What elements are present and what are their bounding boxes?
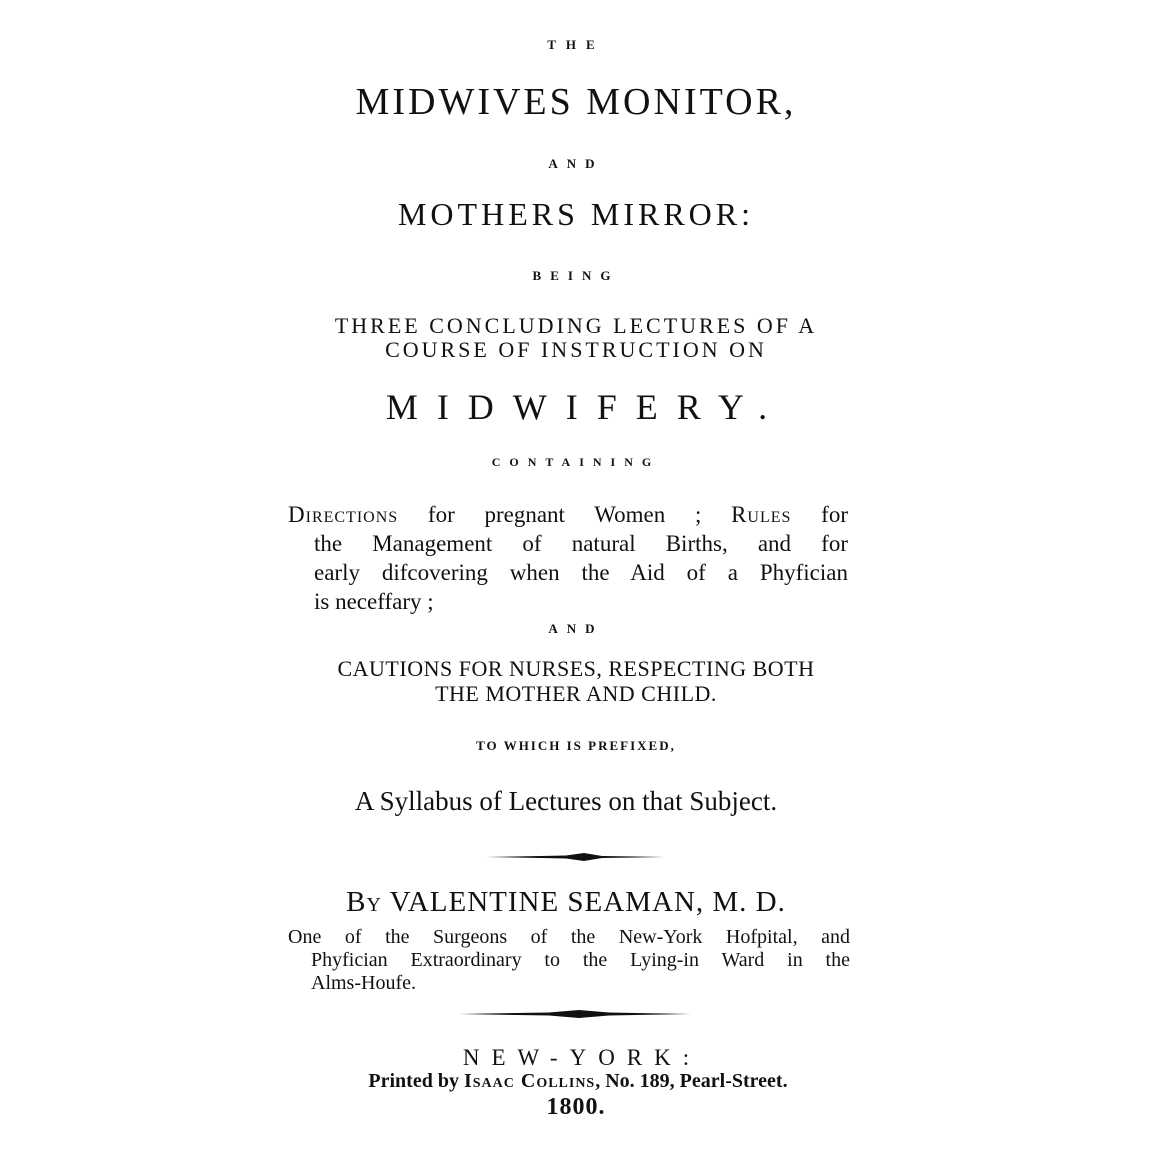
subtitle-line-2: COURSE OF INSTRUCTION ON [385,337,767,362]
contents-line-1: Directions for pregnant Women ; Rules for [288,502,848,527]
subject-title: MIDWIFERY. [385,387,787,427]
directions-term: Directions [288,502,399,527]
credentials-line-2: Phyfician Extraordinary to the Lying-in Ward in the [311,949,850,971]
prefixed-label: TO WHICH IS PREFIXED, [476,738,676,753]
contents-line-2: the Management of natural Births, and for [314,531,848,556]
title-line-2: MOTHERS MIRROR: [397,196,755,232]
imprint-printer-line: Printed by Isaac Collins, No. 189, Pearl-Street. [368,1070,788,1092]
contents-line-3: early difcovering when the Aid of a Phyfician [314,560,848,585]
imprint-year: 1800. [546,1094,606,1120]
contents-line-4: is neceffary ; [314,589,434,614]
syllabus-line: A Syllabus of Lectures on that Subject. [354,786,778,816]
the-label: THE [547,37,605,52]
credentials-line-1: One of the Surgeons of the New-York Hofpital, and [288,926,850,948]
title-line-1: MIDWIVES MONITOR, [355,81,797,123]
credentials-line-3: Alms-Houfe. [311,972,416,994]
containing-label: CONTAINING [491,455,661,469]
being-label: BEING [532,268,620,283]
author-line [0,886,1142,919]
author-name: VALENTINE SEAMAN, M. D. [381,886,786,918]
imprint-place: NEW-YORK: [462,1045,702,1070]
subtitle-line-1: THREE CONCLUDING LECTURES OF A [334,313,818,338]
cautions-line-2: THE MOTHER AND CHILD. [435,681,717,706]
by-label: By [346,886,382,918]
printer-name: Isaac Collins [463,1070,596,1092]
rules-term: Rules [731,502,792,527]
and-label-1: AND [548,156,604,171]
and-label-2: AND [548,621,604,636]
cautions-line-1: CAUTIONS FOR NURSES, RESPECTING BOTH [337,656,815,681]
